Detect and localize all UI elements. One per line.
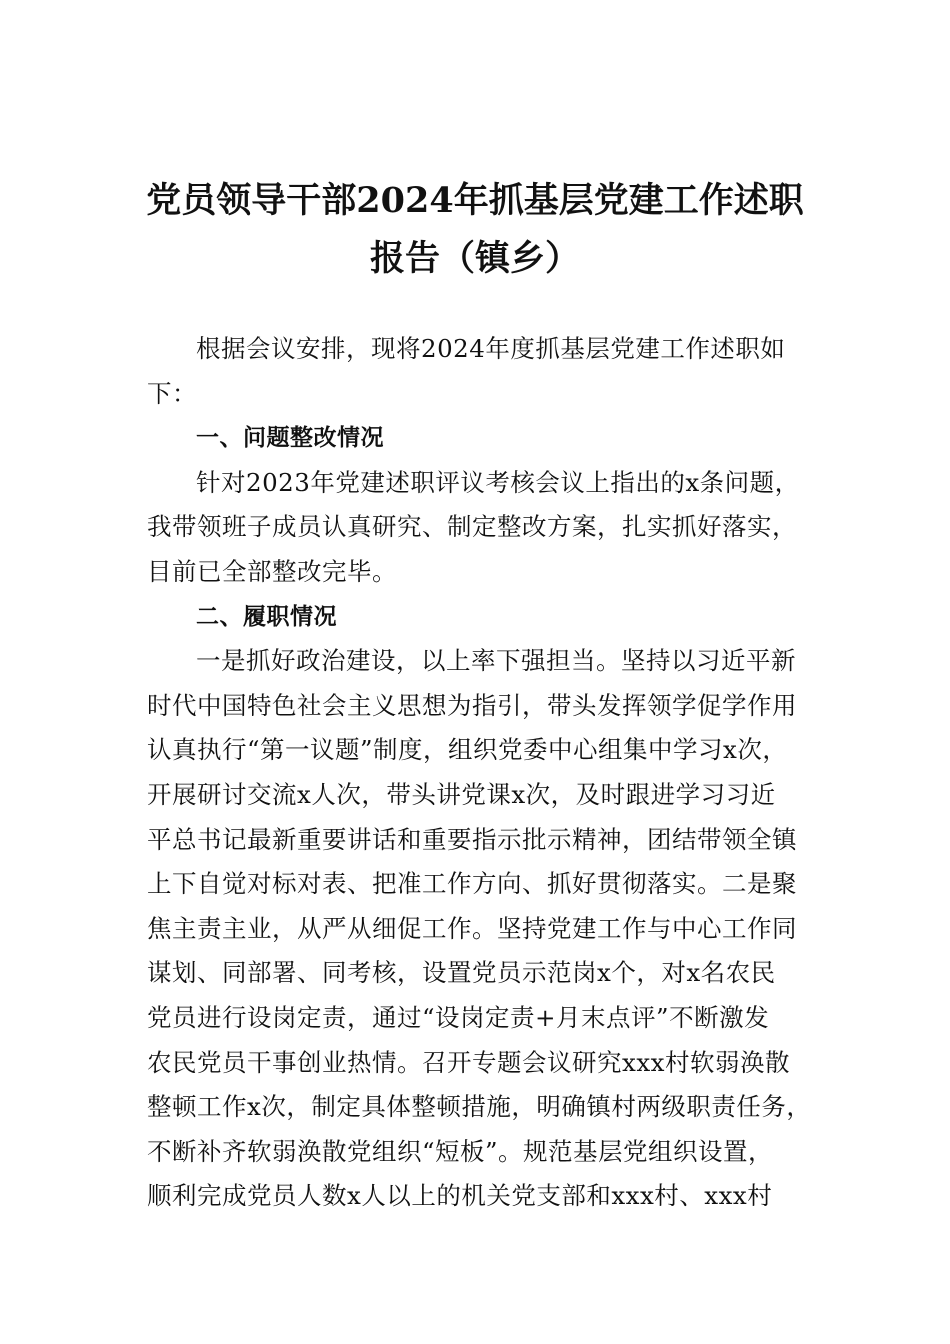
- section-2-line-13: 顺利完成党员人数x人以上的机关党支部和xxx村、xxx村: [147, 1181, 773, 1211]
- section-2-line-8: 谋划、同部署、同考核，设置党员示范岗x个，对x名农民: [147, 958, 776, 988]
- section-2-heading: 二、履职情况: [196, 603, 337, 630]
- section-1-heading: 一、问题整改情况: [196, 425, 384, 452]
- document-title: [140, 172, 810, 288]
- section-2-line-10: 农民党员干事创业热情。召开专题会议研究xxx村软弱涣散: [147, 1047, 790, 1077]
- title-line-1: 党员领导干部2024年抓基层党建工作述职: [146, 180, 804, 221]
- section-1-line-3: 目前已全部整改完毕。: [147, 556, 397, 586]
- section-2-line-7: 焦主责主业，从严从细促工作。坚持党建工作与中心工作同: [147, 913, 797, 943]
- title-line-2: 报告（镇乡）: [369, 238, 580, 279]
- section-2-line-3: 认真执行“第一议题”制度，组织党委中心组集中学习x次，: [147, 735, 788, 765]
- section-2-line-12: 不断补齐软弱涣散党组织“短板”。规范基层党组织设置，: [147, 1136, 774, 1166]
- section-2-line-1: 一是抓好政治建设，以上率下强担当。坚持以习近平新: [196, 646, 796, 676]
- section-2-line-6: 上下自觉对标对表、把准工作方向、抓好贯彻落实。二是聚: [147, 869, 797, 899]
- document-body: [147, 327, 812, 1219]
- section-1-line-2: 我带领班子成员认真研究、制定整改方案，扎实抓好落实，: [147, 512, 797, 542]
- section-2-line-5: 平总书记最新重要讲话和重要指示批示精神，团结带领全镇: [147, 824, 797, 854]
- section-2-line-11: 整顿工作x次，制定具体整顿措施，明确镇村两级职责任务，: [147, 1092, 812, 1122]
- section-2-line-4: 开展研讨交流x人次，带头讲党课x次，及时跟进学习习近: [147, 779, 776, 809]
- section-2-line-2: 时代中国特色社会主义思想为指引，带头发挥领学促学作用: [147, 690, 797, 720]
- intro-line-2: 下：: [147, 378, 197, 408]
- section-1-line-1: 针对2023年党建述职评议考核会议上指出的x条问题，: [196, 467, 800, 497]
- section-2-line-9: 党员进行设岗定责，通过“设岗定责+月末点评”不断激发: [147, 1002, 770, 1032]
- intro-line-1: 根据会议安排，现将2024年度抓基层党建工作述职如: [196, 334, 786, 363]
